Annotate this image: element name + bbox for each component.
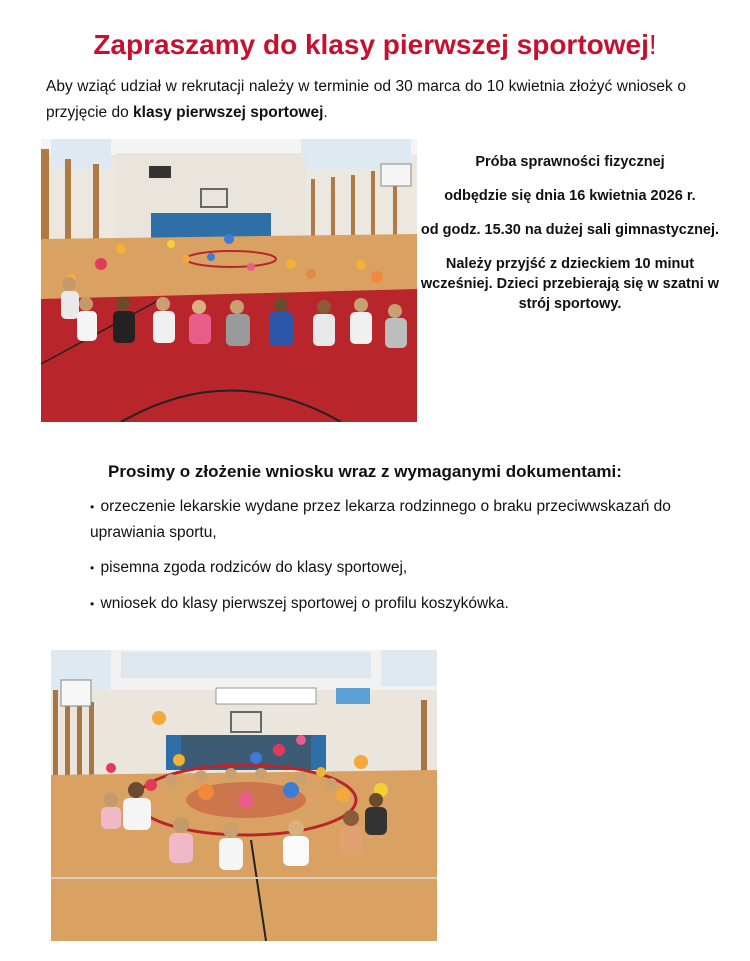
list-item-text: orzeczenie lekarskie wydane przez lekarza rodzinnego o braku przeciwwskazań do uprawiania sportu, (90, 498, 671, 541)
gym-photo-row-of-children (41, 139, 417, 422)
bullet-icon: • (90, 500, 95, 514)
page-title-exclamation: ! (648, 28, 657, 60)
fitness-test-time-place: od godz. 15.30 na dużej sali gimnastycznej. (420, 222, 720, 238)
bullet-icon: • (90, 561, 95, 575)
intro-paragraph (46, 74, 686, 126)
intro-text: Aby wziąć udział w rekrutacji należy w terminie od 30 marca do 10 kwietnia złożyć wniosek o przyjęcie do (46, 77, 686, 121)
list-item (90, 555, 710, 581)
intro-end: . (323, 103, 328, 121)
gym-photo-circle-of-children (51, 650, 437, 941)
requirements-heading: Prosimy o złożenie wniosku wraz z wymaganymi dokumentami: (108, 462, 622, 481)
requirements-list (90, 494, 710, 627)
page-title-text: Zapraszamy do klasy pierwszej sportowej (93, 28, 649, 60)
page-title (0, 29, 750, 61)
list-item-text: wniosek do klasy pierwszej sportowej o profilu koszykówka. (100, 595, 509, 612)
fitness-test-instructions: Należy przyjść z dzieckiem 10 minut wcześniej. Dzieci przebierają się w szatni w strój sportowy. (420, 256, 720, 312)
list-item (90, 494, 710, 545)
list-item (90, 591, 710, 617)
list-item-text: pisemna zgoda rodziców do klasy sportowej, (100, 559, 408, 576)
fitness-test-line: Próba sprawności fizycznej (475, 154, 665, 170)
intro-emphasis: klasy pierwszej sportowej (133, 103, 324, 121)
bullet-icon: • (90, 597, 95, 611)
fitness-test-date: odbędzie się dnia 16 kwietnia 2026 r. (444, 188, 696, 204)
fitness-test-info (420, 152, 720, 328)
